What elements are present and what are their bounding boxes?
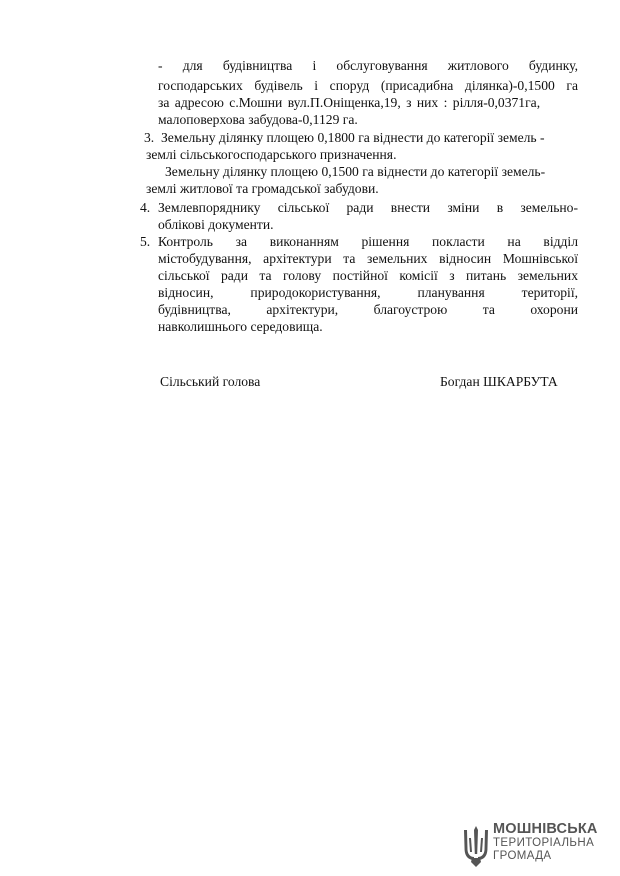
logo-subtitle-2: ГРОМАДА [493,850,552,862]
item-4-line-2: облікові документи. [158,217,274,232]
item-5-number: 5. [140,234,151,249]
signature-position: Сільський голова [160,374,261,389]
item-3-number: 3. [144,130,155,145]
intro-line-3: за адресою с.Мошни вул.П.Оніщенка,19, з них : рілля-0,0371га, [158,95,541,110]
intro-line-4: малоповерхова забудова-0,1129 га. [158,112,358,127]
item-5-line-2: містобудування, архітектури та земельних відносин Мошнівської [158,251,578,266]
trident-emblem-icon [462,824,490,868]
item-5-line-4: відносин, природокористування, планування території, [158,285,578,300]
item-5-line-1: Контроль за виконанням рішення покласти на відділ [158,234,578,249]
item-5-line-6: навколишнього середовища. [158,319,323,334]
item-3-line-4: землі житлової та громадської забудови. [146,181,379,196]
community-logo [462,822,602,870]
logo-subtitle-1: ТЕРИТОРІАЛЬНА [493,837,595,849]
item-4-line-1: Землевпоряднику сільської ради внести зміни в земельно- [158,200,578,215]
item-3-line-2: землі сільськогосподарського призначення. [146,147,397,162]
intro-line-1: - для будівництва і обслуговування житлового будинку, [158,58,578,73]
item-3-line-1: Земельну ділянку площею 0,1800 га віднести до категорії земель - [161,130,545,145]
item-4-number: 4. [140,200,151,215]
logo-title: МОШНІВСЬКА [493,821,598,837]
item-5-line-5: будівництва, архітектури, благоустрою та охорони [158,302,578,317]
signature-name: Богдан ШКАРБУТА [440,374,558,389]
item-3-line-3: Земельну ділянку площею 0,1500 га віднести до категорії земель- [165,164,546,179]
logo-text [493,822,598,863]
intro-line-2: господарських будівель і споруд (присадибна ділянка)-0,1500 га [158,78,578,93]
item-5-line-3: сільської ради та голову постійної комісії з питань земельних [158,268,578,283]
